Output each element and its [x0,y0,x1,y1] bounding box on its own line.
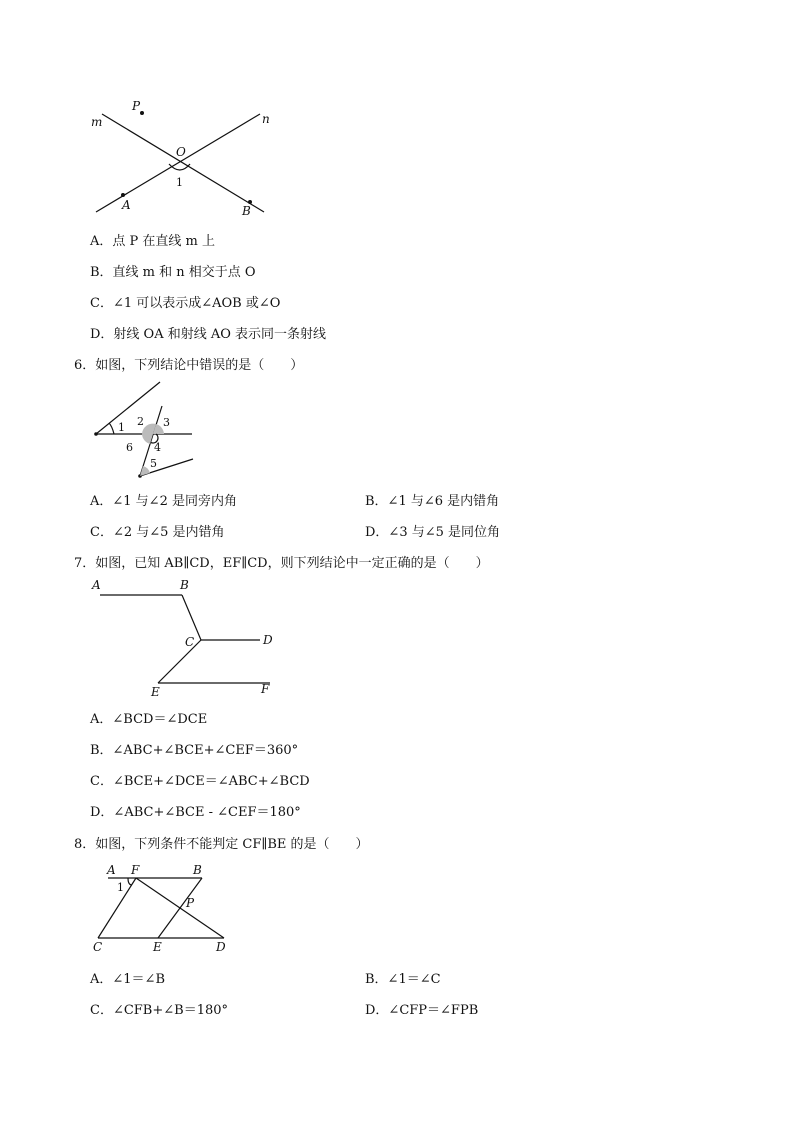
q5-option-c[interactable]: C．∠1 可以表示成∠AOB 或∠O [90,296,281,311]
q7-option-c[interactable]: C．∠BCE+∠DCE＝∠ABC+∠BCD [90,774,310,789]
q7-label-E: E [151,685,160,699]
q6-stem: 6．如图，下列结论中错误的是（ ） [74,358,304,373]
q8-label-B: B [193,863,202,877]
label-n: n [262,112,270,126]
q8-angle-1-arc [128,878,132,885]
q8-option-b[interactable]: B．∠1＝∠C [365,972,441,987]
q8-label-1: 1 [117,881,124,894]
q7-segment-BC [182,595,201,640]
q5-figure [86,96,286,221]
label-B: B [242,204,251,218]
q5-option-b[interactable]: B．直线 m 和 n 相交于点 O [90,265,256,280]
q8-label-D: D [216,940,226,954]
q6-angle-1-arc [109,423,114,434]
q7-option-d[interactable]: D．∠ABC+∠BCE - ∠CEF＝180° [90,805,301,820]
q8-option-c[interactable]: C．∠CFB+∠B＝180° [90,1003,229,1018]
label-m: m [91,115,103,129]
q8-figure [90,858,240,956]
q6-option-b[interactable]: B．∠1 与∠6 是内错角 [365,494,500,509]
point-P [140,111,144,115]
q6-option-d[interactable]: D．∠3 与∠5 是同位角 [365,525,501,540]
q6-label-2: 2 [137,415,144,428]
q6-angle-5-shade [140,466,150,476]
point-A [121,193,125,197]
q8-label-C: C [93,940,103,954]
q6-option-a[interactable]: A．∠1 与∠2 是同旁内角 [90,494,237,509]
label-P: P [132,99,141,113]
q7-figure [90,576,290,700]
q7-label-C: C [185,635,195,649]
q6-label-5: 5 [150,457,157,470]
q7-label-A: A [92,578,101,592]
q8-option-a[interactable]: A．∠1＝∠B [90,972,165,987]
q7-stem: 7．如图，已知 AB∥CD，EF∥CD，则下列结论中一定正确的是（ ） [74,556,489,571]
q6-label-6: 6 [126,441,133,454]
q6-label-3: 3 [163,416,170,429]
q7-label-D: D [263,633,273,647]
label-O: O [176,145,186,159]
q6-vertex [94,432,98,436]
q6-label-1: 1 [118,421,125,434]
q5-option-a[interactable]: A．点 P 在直线 m 上 [90,234,215,249]
q6-figure [90,376,200,481]
label-A: A [122,198,131,212]
label-1: 1 [176,176,183,189]
q6-label-4: 4 [154,441,161,454]
q7-option-b[interactable]: B．∠ABC+∠BCE+∠CEF＝360° [90,743,299,758]
q7-segment-CE [158,640,201,683]
q7-label-F: F [261,682,270,696]
q7-label-B: B [180,578,189,592]
q6-option-c[interactable]: C．∠2 与∠5 是内错角 [90,525,225,540]
q8-label-F: F [131,863,140,877]
q8-segment-BE [158,878,202,938]
q8-label-P: P [186,896,195,910]
line-n [96,114,260,212]
q5-option-d[interactable]: D．射线 OA 和射线 AO 表示同一条射线 [90,327,327,342]
q8-option-d[interactable]: D．∠CFP＝∠FPB [365,1003,479,1018]
q8-label-E: E [153,940,162,954]
q7-option-a[interactable]: A．∠BCD＝∠DCE [90,712,208,727]
q8-label-A: A [107,863,116,877]
q8-stem: 8．如图，下列条件不能判定 CF∥BE 的是（ ） [74,837,369,852]
